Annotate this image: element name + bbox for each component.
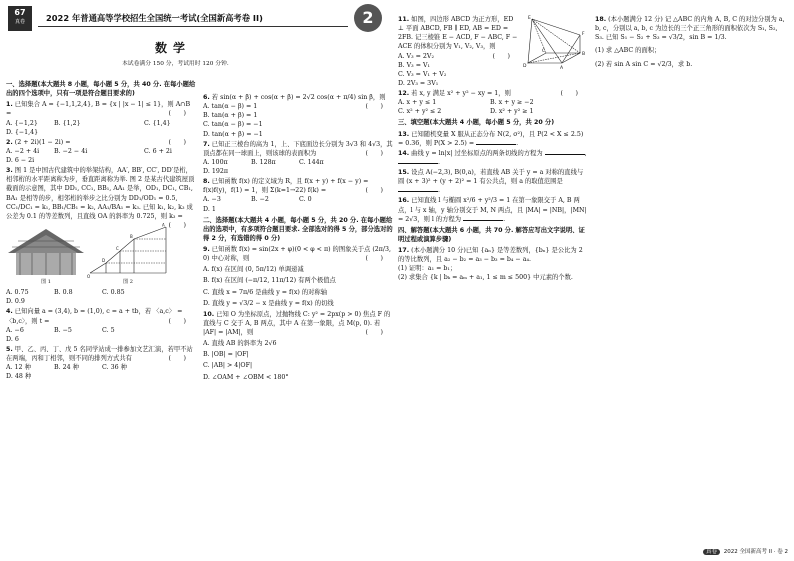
badge-label: 真卷 xyxy=(14,19,25,25)
subject-title: 数学 xyxy=(155,41,192,55)
answer-paren: ( ) xyxy=(365,103,383,111)
answer-paren: ( ) xyxy=(365,329,383,336)
question-number: 16. xyxy=(398,197,410,205)
option-b: B. f(x) 在区间 (−π/12, 11π/12) 有两个极值点 xyxy=(203,277,336,285)
section-2-heading: 二、选择题(本大题共 4 小题，每小题 5 分，共 20 分. 在每小题给出的选项中，有多项符合题目要求. 全部选对的得 5 分，部分选对的得 2 分，有选错的得 0 分) xyxy=(203,216,393,242)
options xyxy=(203,158,393,176)
question-18 xyxy=(595,15,787,69)
question-17 xyxy=(398,246,588,283)
option-b: B. |OB| = |OF| xyxy=(203,351,249,359)
figure-1-caption: 图 1 xyxy=(41,278,51,285)
option-c: C. 0.85 xyxy=(102,289,125,297)
question-text: 设点 A(−2,3), B(0,a)，若直线 AB 关于 y = a 对称的直线与圆 (x + 3)² + (y + 2)² = 1 有公共点，则 a 的取值范围是 xyxy=(398,169,584,186)
question-12 xyxy=(398,89,588,116)
exam-note: 本试卷满分 150 分，考试用时 120 分钟. xyxy=(122,61,229,67)
option-c: C. tan(α − β) = −1 xyxy=(203,121,263,129)
question-10 xyxy=(203,310,393,382)
question-text: 如图，四边形 ABCD 为正方形，ED ⊥ 平面 ABCD, FB ∥ ED, AB = ED = 2FB. 记三棱锥 E − ACD, F − ABC, F − ACE 的体积分别为 V₁, V₂, V₃，则 xyxy=(398,16,518,51)
footer-text: 2022 全国新高考 II · 卷 2 xyxy=(723,549,788,556)
question-7 xyxy=(203,140,393,177)
header-rule xyxy=(38,26,348,27)
footer-badge: 真卷 xyxy=(703,549,720,555)
question-text: (本小题满分 12 分) 记 △ABC 的内角 A, B, C 的对边分别为 a, b, c，分别以 a, b, c 为边长的三个正三角形的面积依次为 S₁, S₂, S₃. 已知 S₁ − S₂ + S₃ = √3/2，sin B = 1/3. xyxy=(595,16,785,42)
option-c: C. 36 种 xyxy=(102,364,127,372)
svg-text:O: O xyxy=(87,273,91,279)
question-text: 已知向量 a = (3,4), b = (1,0), c = a + tb，若 〈a,c〉 = 〈b,c〉，则 t = xyxy=(6,308,183,325)
series-badge xyxy=(8,6,32,31)
question-number: 9. xyxy=(203,246,210,253)
option-b: B. −2 xyxy=(251,196,269,204)
section-4-heading: 四、解答题(本大题共 6 小题，共 70 分. 解答应写出文字说明、证明过程或演算步骤) xyxy=(398,226,585,243)
options xyxy=(398,52,492,89)
options xyxy=(203,102,365,139)
question-text: (本小题满分 10 分)已知 {aₙ} 是等差数列，{bₙ} 是公比为 2 的等比数列，且 a₂ − b₂ = a₃ − b₃ = b₄ − a₄. xyxy=(398,247,583,264)
option-c: C. x² + y² ≤ 2 xyxy=(398,108,442,116)
option-d: D. ∠OAM + ∠OBM < 180° xyxy=(203,373,289,381)
option-b: B. −2 − 4i xyxy=(54,147,88,155)
figure-2-caption: 图 2 xyxy=(123,278,133,285)
question-number: 12. xyxy=(398,90,410,97)
exam-title: 2022 年普通高等学校招生全国统一考试(全国新高考卷 II) xyxy=(46,13,263,23)
options xyxy=(6,147,196,165)
option-b: B. 0.8 xyxy=(54,289,73,297)
question-number: 3. xyxy=(6,167,13,175)
option-a: A. −6 xyxy=(6,326,24,334)
question-number: 4. xyxy=(6,308,13,316)
option-a: A. tan(α − β) = 1 xyxy=(203,103,258,111)
part-2: (2) 求集合 {k | bₖ = aₘ + a₁, 1 ≤ m ≤ 500} 中元素的个数. xyxy=(398,274,573,282)
part-2: (2) 若 sin A sin C = √2/3，求 b. xyxy=(595,60,693,68)
question-number: 6. xyxy=(203,94,210,101)
question-14: 14. 曲线 y = ln|x| 过坐标原点的两条切线的方程为 , . xyxy=(398,149,587,166)
option-d: D. {−1,4} xyxy=(6,128,39,136)
answer-paren: ( ) xyxy=(168,317,186,325)
svg-text:C: C xyxy=(542,49,546,54)
question-11 xyxy=(398,15,588,88)
option-d: D. 0.9 xyxy=(6,298,25,306)
option-c: C. V₃ = V₁ + V₂ xyxy=(398,70,447,78)
question-13: 13. 已知随机变量 X 服从正态分布 N(2, σ²)，且 P(2 < X ≤ 2.5) = 0.36，则 P(X > 2.5) = . xyxy=(398,130,584,147)
question-number: 8. xyxy=(203,178,210,186)
part-1: (1) 求 △ABC 的面积； xyxy=(595,47,661,55)
svg-text:E: E xyxy=(528,16,531,21)
answer-paren: ( ) xyxy=(492,52,510,60)
option-b: B. tan(α + β) = 1 xyxy=(203,112,258,120)
answer-blank[interactable] xyxy=(476,144,516,145)
options xyxy=(6,119,196,137)
option-b: B. 128π xyxy=(251,158,276,166)
option-c: C. 直线 x = 7π/6 是曲线 y = f(x) 的对称轴 xyxy=(203,288,328,296)
answer-paren: ( ) xyxy=(168,221,186,229)
question-number: 15. xyxy=(398,169,410,176)
question-text: 甲、乙、丙、丁、戊 5 名同学站成一排参加文艺汇演，若甲不站在两端，丙和丁相邻，则不同的排列方式共有 xyxy=(6,345,193,362)
option-a: A. −2 + 4i xyxy=(6,147,40,155)
question-number: 1. xyxy=(6,101,13,109)
question-5 xyxy=(6,345,196,382)
figure-1 xyxy=(6,223,86,286)
option-b: B. −5 xyxy=(54,326,72,334)
question-text: 已知函数 f(x) 的定义域为 R，且 f(x + y) + f(x − y) = f(x)f(y)，f(1) = 1，则 Σ(k=1→22) f(k) = xyxy=(203,178,369,195)
roof-section-diagram xyxy=(86,223,170,279)
question-9 xyxy=(203,245,393,308)
option-a: A. 0.75 xyxy=(6,289,29,297)
answer-paren: ( ) xyxy=(168,355,186,362)
question-text: 若 sin(α + β) + cos(α + β) = 2√2 cos(α + π/4) sin β，则 xyxy=(211,94,386,101)
question-number: 11. xyxy=(398,16,410,23)
question-text: 已知 O 为坐标原点，过抛物线 C: y² = 2px(p > 0) 焦点 F 的直线与 C 交于 A, B 两点，其中 A 在第一象限，点 M(p, 0). 若 |AF| = |AM|，则 xyxy=(203,310,391,336)
question-text: 已知直线 l 与椭圆 x²/6 + y²/3 = 1 在第一象限交于 A, B 两点，l 与 x 轴，y 轴分别交于 M, N 两点，且 |MA| = |NB|，|MN| = 2√3，则 l 的方程为 xyxy=(398,197,587,223)
option-a: A. 12 种 xyxy=(6,364,31,372)
option-b: B. V₃ = V₁ xyxy=(398,61,431,69)
question-number: 5. xyxy=(6,345,13,353)
question-number: 7. xyxy=(203,140,210,148)
option-d: D. 1 xyxy=(203,205,216,213)
options xyxy=(398,98,588,116)
part-1: (1) 证明：a₁ = b₁； xyxy=(398,265,457,273)
option-a: A. −3 xyxy=(203,196,221,204)
roof-photo-illustration xyxy=(6,223,86,279)
svg-text:D: D xyxy=(102,257,106,263)
page-footer xyxy=(703,549,788,557)
question-text: 图 1 是中国古代建筑中的举架结构，AA′, BB′, CC′, DD′是桁，相邻桁的水平距离称为步，垂直距离称为举. 图 2 是某古代建筑屋顶截面的示意图，其中 DD₁, CC₁, BB₁, AA₁ 是举，OD₁, DC₁, CB₁, BA₁ 是相等的步，相邻桁的举步之比分别为 DD₁/OD₁ = 0.5, CC₁/DC₁ = k₁, BB₁/CB₁ = k₂, AA₁/BA₁ = k₃. 已知 k₁, k₂, k₃ 成公差为 0.1 的等差数列，且直线 OA 的斜率为 0.725，则 k₃ = xyxy=(6,167,195,220)
answer-blank[interactable] xyxy=(398,191,438,192)
option-c: C. 144π xyxy=(299,158,324,166)
svg-text:A: A xyxy=(560,66,564,71)
svg-text:B: B xyxy=(130,233,133,239)
question-text: 已知正三棱台的高为 1，上、下底面边长分别为 3√3 和 4√3，其顶点都在同一球面上，则该球的表面积为 xyxy=(203,140,393,157)
question-number: 2. xyxy=(6,138,13,146)
answer-paren: ( ) xyxy=(168,138,186,146)
question-4 xyxy=(6,307,196,344)
options xyxy=(6,326,196,344)
answer-paren: ( ) xyxy=(365,187,383,195)
option-a: A. 直线 AB 的斜率为 2√6 xyxy=(203,340,277,348)
option-b: B. x + y ≥ −2 xyxy=(490,99,534,107)
answer-paren: ( ) xyxy=(365,149,383,157)
question-number: 10. xyxy=(203,310,215,318)
answer-blank[interactable] xyxy=(398,163,438,164)
question-1 xyxy=(6,100,196,137)
column-1 xyxy=(6,78,196,382)
answer-paren: ( ) xyxy=(560,90,578,97)
option-d: D. tan(α + β) = −1 xyxy=(203,130,263,138)
option-d: D. x² + y² ≥ 1 xyxy=(490,108,534,116)
option-c: C. 0 xyxy=(299,196,312,204)
options xyxy=(6,363,196,381)
figures xyxy=(6,223,168,286)
section-1-heading: 一、选择题(本大题共 8 小题，每小题 5 分，共 40 分. 在每小题给出的四个选项中，只有一项是符合题目要求的) xyxy=(6,81,196,98)
svg-text:C: C xyxy=(116,245,119,251)
paper-number-badge: 2 xyxy=(354,4,382,32)
question-text: 已知集合 A = {−1,1,2,4}, B = {x | |x − 1| ≤ 1}，则 A∩B = xyxy=(6,101,191,118)
option-c: C. 5 xyxy=(102,326,115,334)
column-2 xyxy=(203,92,393,384)
option-d: D. 直线 y = √3/2 − x 是曲线 y = f(x) 的切线 xyxy=(203,299,334,307)
answer-blank[interactable] xyxy=(545,154,585,155)
option-d: D. 48 种 xyxy=(6,373,32,381)
question-15: 15. 设点 A(−2,3), B(0,a)，若直线 AB 关于 y = a 对称的直线与圆 (x + 3)² + (y + 2)² = 1 有公共点，则 a 的取值范围是 . xyxy=(398,169,584,195)
option-a: A. {−1,2} xyxy=(6,119,38,127)
question-text: 曲线 y = ln|x| 过坐标原点的两条切线的方程为 xyxy=(411,149,543,157)
svg-text:A: A xyxy=(162,222,165,228)
option-c: C. 6 + 2i xyxy=(144,147,172,155)
question-number: 18. xyxy=(595,16,607,23)
option-d: D. 192π xyxy=(203,168,228,175)
column-4 xyxy=(595,14,787,70)
option-a: A. x + y ≤ 1 xyxy=(398,99,437,107)
question-number: 13. xyxy=(398,130,410,138)
question-text: 若 x, y 满足 x² + y² − xy = 1，则 xyxy=(411,90,511,97)
option-c: C. |AB| > 4|OF| xyxy=(203,362,253,370)
column-3 xyxy=(398,14,588,284)
question-number: 14. xyxy=(398,149,410,157)
option-d: D. 6 − 2i xyxy=(6,157,35,164)
option-d: D. 6 xyxy=(6,335,19,343)
options xyxy=(6,288,196,306)
option-a: A. V₃ = 2V₂ xyxy=(398,52,434,60)
exam-header xyxy=(6,6,396,46)
options xyxy=(203,195,393,213)
option-d: D. 2V₃ = 3V₁ xyxy=(398,79,439,87)
question-text: 已知随机变量 X 服从正态分布 N(2, σ²)，且 P(2 < X ≤ 2.5) = 0.36，则 P(X > 2.5) = xyxy=(398,130,584,147)
question-16: 16. 已知直线 l 与椭圆 x²/6 + y²/3 = 1 在第一象限交于 A, B 两点，l 与 x 轴，y 轴分别交于 M, N 两点，且 |MA| = |NB|，|MN| = 2√3，则 l 的方程为 . xyxy=(398,197,587,223)
pyramid-figure xyxy=(522,15,588,77)
question-2 xyxy=(6,138,196,165)
answer-blank[interactable] xyxy=(463,220,503,221)
question-text: 已知函数 f(x) = sin(2x + φ)(0 < φ < π) 的图象关于点 (2π/3, 0) 中心对称，则 xyxy=(203,246,392,263)
svg-text:D: D xyxy=(523,64,527,69)
question-8 xyxy=(203,177,393,214)
question-text: (2 + 2i)(1 − 2i) = xyxy=(14,138,71,146)
option-a: A. 100π xyxy=(203,158,228,166)
answer-paren: ( ) xyxy=(365,255,383,263)
svg-text:F: F xyxy=(582,32,585,37)
svg-text:B: B xyxy=(582,52,586,57)
figure-2 xyxy=(86,223,170,286)
section-3-heading: 三、填空题(本大题共 4 小题，每小题 5 分，共 20 分) xyxy=(398,119,555,127)
option-c: C. {1,4} xyxy=(144,119,171,127)
question-6 xyxy=(203,93,393,139)
answer-paren: ( ) xyxy=(168,110,186,118)
option-a: A. f(x) 在区间 (0, 5π/12) 单调递减 xyxy=(203,266,304,274)
badge-number: 67 xyxy=(14,8,26,17)
option-b: B. {1,2} xyxy=(54,119,81,127)
option-b: B. 24 种 xyxy=(54,364,79,372)
question-3 xyxy=(6,166,196,306)
question-number: 17. xyxy=(398,247,410,254)
